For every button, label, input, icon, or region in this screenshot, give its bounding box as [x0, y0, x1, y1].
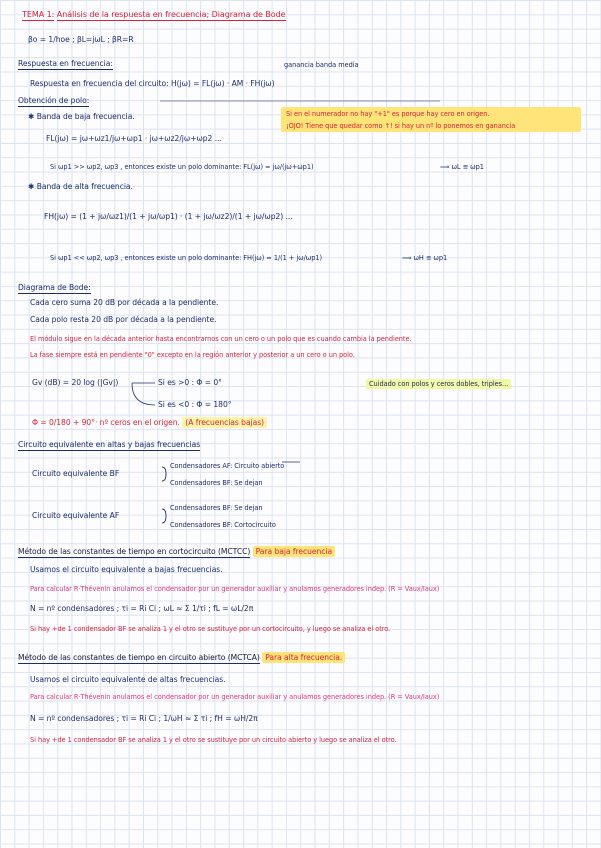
bf-label: Circuito equivalente BF: [32, 469, 120, 478]
mctca-line1: Usamos el circuito equivalente de altas frecuencias.: [30, 675, 226, 684]
af-item1: Condensadores BF: Se dejan: [170, 504, 263, 512]
bode-line2: Cada polo resta 20 dB por década a la pendiente.: [30, 315, 217, 324]
af-label: Circuito equivalente AF: [32, 511, 120, 520]
mctca-red1: Si hay +de 1 condensador BF se analiza 1 y el otro se sustituye por un circuito abierto y luego se analiza el otro.: [30, 736, 397, 744]
mctcc-highlight: Para baja frecuencia: [253, 546, 335, 557]
mctcc-pink1: Para calcular R·Thévenin anulamos el condensador por un generador auxiliar y anulamos generadores indep. (R = Vaux/Iaux): [30, 585, 440, 593]
page-title: [22, 10, 286, 20]
bode-line1: Cada cero suma 20 dB por década a la pendiente.: [30, 298, 219, 307]
mctcc-line1: Usamos el circuito equivalente a bajas frecuencias.: [30, 565, 223, 574]
result-alta: ⟹ ωH ≅ ωp1: [402, 254, 448, 262]
mctca-heading: Método de las constantes de tiempo en circuito abierto (MCTCA) Para alta frecuencia.: [18, 653, 345, 663]
si-baja: Si ωp1 >> ωp2, ωp3 , entonces existe un polo dominante: FL(jω) ≈ jω/(jω+ωp1): [50, 163, 314, 171]
bode-red2: La fase siempre está en pendiente "0" excepto en la región anterior y posterior a un cero o un polo.: [30, 351, 355, 359]
fl-formula: FL(jω) = jω+ωz1/jω+ωp1 · jω+ωz2/jω+ωp2 ...: [46, 134, 222, 143]
mctcc-red1: Si hay +de 1 condensador BF se analiza 1 y el otro se sustituye por un cortocircuito, y luego se analiza el otro.: [30, 625, 391, 633]
gain-formula: Gv (dB) = 20 log (|Gv|): [32, 378, 119, 387]
result-baja: ⟹ ωL ≅ ωp1: [440, 163, 484, 171]
bode-red1: El módulo sigue en la década anterior hasta encontrarnos con un cero o un polo que es cuando cambia la pendiente.: [30, 335, 412, 343]
mctca-formula: N = nº condensadores ; τi = Ri Ci ; 1/ωH ≈ Σ τi ; fH = ωH/2π: [30, 714, 258, 723]
obtencion-note2: ¡OJO! Tiene que quedar como ↑! si hay un nº lo ponemos en ganancia: [286, 122, 516, 130]
si-alta: Si ωp1 << ωp2, ωp3 , entonces existe un polo dominante: FH(jω) ≈ 1/(1 + jω/ωp1): [50, 254, 323, 262]
equivalente-heading: Circuito equivalente en altas y bajas frecuencias: [18, 440, 201, 449]
bf-item2: Condensadores BF: Se dejan: [170, 479, 263, 487]
fh-formula: FH(jω) = (1 + jω/ωz1)/(1 + jω/ωp1) · (1 + jω/ωz2)/(1 + jω/ωp2) ...: [44, 212, 293, 221]
phase-case2: Si es <0 : Φ = 180°: [158, 400, 232, 409]
phase-case1: Si es >0 : Φ = 0°: [158, 378, 222, 387]
mctcc-heading: Método de las constantes de tiempo en cortocircuito (MCTCC) Para baja frecuencia: [18, 547, 335, 557]
phase-highlight: (A frecuencias bajas): [182, 417, 267, 428]
star-icon: ✱: [28, 182, 37, 191]
obtencion-heading: Obtención de polo:: [18, 96, 90, 105]
mctcc-formula: N = nº condensadores ; τi = Ri Ci ; ωL ≈ Σ 1/τi ; fL = ωL/2π: [30, 604, 254, 613]
respuesta-heading: Respuesta en frecuencia:: [18, 59, 113, 68]
af-item2: Condensadores BF: Cortocircuito: [170, 521, 276, 529]
star-icon: ✱: [28, 112, 37, 121]
respuesta-line1: Respuesta en frecuencia del circuito: H(jω) = FL(jω) · AM · FH(jω): [30, 79, 275, 88]
banda-alta-label: ✱ Banda de alta frecuencia.: [28, 182, 133, 191]
bracket-bf-curve: [162, 467, 166, 481]
banda-baja-label: ✱ Banda de baja frecuencia.: [28, 112, 135, 121]
bode-heading: Diagrama de Bode:: [18, 283, 91, 292]
mctca-pink1: Para calcular R·Thévenin anulamos el condensador por un generador auxiliar y anulamos generadores indep. (R = Vaux/Iaux): [30, 693, 440, 701]
green-note: Cuidado con polos y ceros dobles, triples...: [366, 379, 511, 389]
obtencion-note1: Si en el numerador no hay "+1" es porque hay cero en origen.: [286, 110, 490, 118]
respuesta-side-note: ganancia banda media: [284, 61, 359, 69]
bf-item1: Condensadores AF: Circuito abierto: [170, 462, 285, 470]
title-main: Análisis de la respuesta en frecuencia; Diagrama de Bode: [56, 10, 286, 19]
mctca-highlight: Para alta frecuencia.: [262, 652, 345, 663]
title-prefix: TEMA 1:: [22, 10, 55, 19]
bracket-af-curve: [162, 509, 166, 523]
formula-top: βo = 1/hoe ; βL=jωL ; βR=R: [28, 35, 134, 44]
phase-arrow-bottom: [132, 383, 155, 405]
phase-formula: Φ = 0/180 + 90°· nº ceros en el origen. (A frecuencias bajas): [32, 418, 267, 428]
